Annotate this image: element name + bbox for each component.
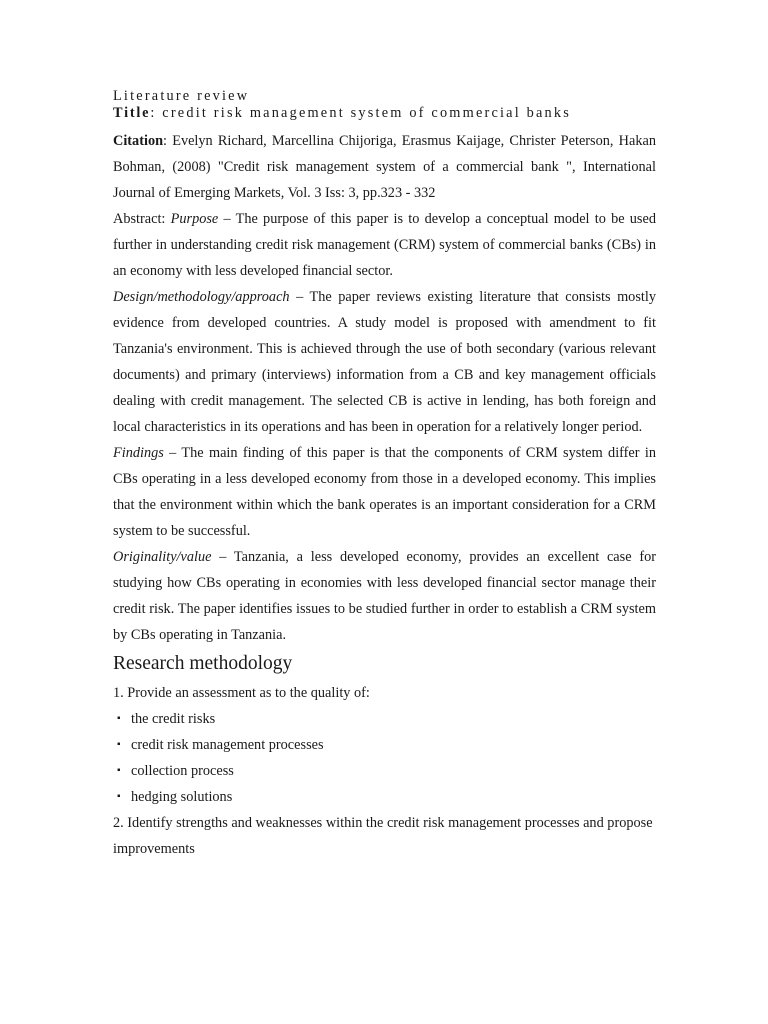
document-title xyxy=(113,105,656,122)
originality-text: – Tanzania, a less developed economy, provides an excellent case for studying how CBs operating in economies with less developed financial sector manage their credit risk. The paper identifies issues to be studied further in order to establish a CRM system by CBs operating in Tanzania. xyxy=(113,549,656,643)
document-page xyxy=(113,88,656,862)
abstract-design xyxy=(113,284,656,440)
title-text: : credit risk management system of commercial banks xyxy=(150,105,572,121)
bullet-icon: ▪ xyxy=(117,739,121,750)
list-item xyxy=(113,784,656,810)
list-item xyxy=(113,706,656,732)
originality-label: Originality/value xyxy=(113,549,212,565)
design-text: – The paper reviews existing literature that consists mostly evidence from developed countries. A study model is proposed with amendment to fit Tanzania's environment. This is achieved through the use of both secondary (various relevant documents) and primary (interviews) information from a CB and key management officials dealing with credit management. The selected CB is active in lending, has both foreign and local characteristics in its operations and has been in operation for a relatively longer period. xyxy=(113,289,656,435)
abstract-originality xyxy=(113,544,656,648)
findings-label: Findings xyxy=(113,445,164,461)
list-item-text: hedging solutions xyxy=(131,789,233,805)
purpose-text: – The purpose of this paper is to develop a conceptual model to be used further in understanding credit risk management (CRM) system of commercial banks (CBs) in an economy with less developed financial sector. xyxy=(113,211,656,279)
abstract-purpose xyxy=(113,206,656,284)
title-label: Title xyxy=(113,105,151,121)
abstract-prefix: Abstract: xyxy=(113,211,171,227)
section-label: Literature review xyxy=(113,88,250,104)
bullet-icon: ▪ xyxy=(117,791,121,802)
list-item xyxy=(113,758,656,784)
methodology-item-1: 1. Provide an assessment as to the quality of: xyxy=(113,685,370,701)
citation-text: : Evelyn Richard, Marcellina Chijoriga, Erasmus Kaijage, Christer Peterson, Hakan Bohman, (2008) "Credit risk management system of a commercial bank ", International Journal of Emerging Markets, Vol. 3 Iss: 3, pp.323 - 332 xyxy=(113,133,656,201)
bullet-icon: ▪ xyxy=(117,713,121,724)
methodology-item-2: 2. Identify strengths and weaknesses within the credit risk management processes and propose improvements xyxy=(113,815,653,857)
citation-label: Citation xyxy=(113,133,164,149)
purpose-label: Purpose xyxy=(170,211,219,227)
findings-text: – The main finding of this paper is that the components of CRM system differ in CBs operating in a less developed economy from those in a developed economy. This implies that the environment within which the bank operates is an important consideration for a CRM system to be successful. xyxy=(113,445,656,539)
bullet-list xyxy=(113,706,656,810)
design-label: Design/methodology/approach xyxy=(113,289,290,305)
list-item-text: the credit risks xyxy=(131,711,216,727)
abstract-findings xyxy=(113,440,656,544)
list-item-text: collection process xyxy=(131,763,234,779)
citation-paragraph xyxy=(113,128,656,206)
list-item-text: credit risk management processes xyxy=(131,737,324,753)
methodology-heading: Research methodology xyxy=(113,653,293,674)
list-item xyxy=(113,732,656,758)
bullet-icon: ▪ xyxy=(117,765,121,776)
